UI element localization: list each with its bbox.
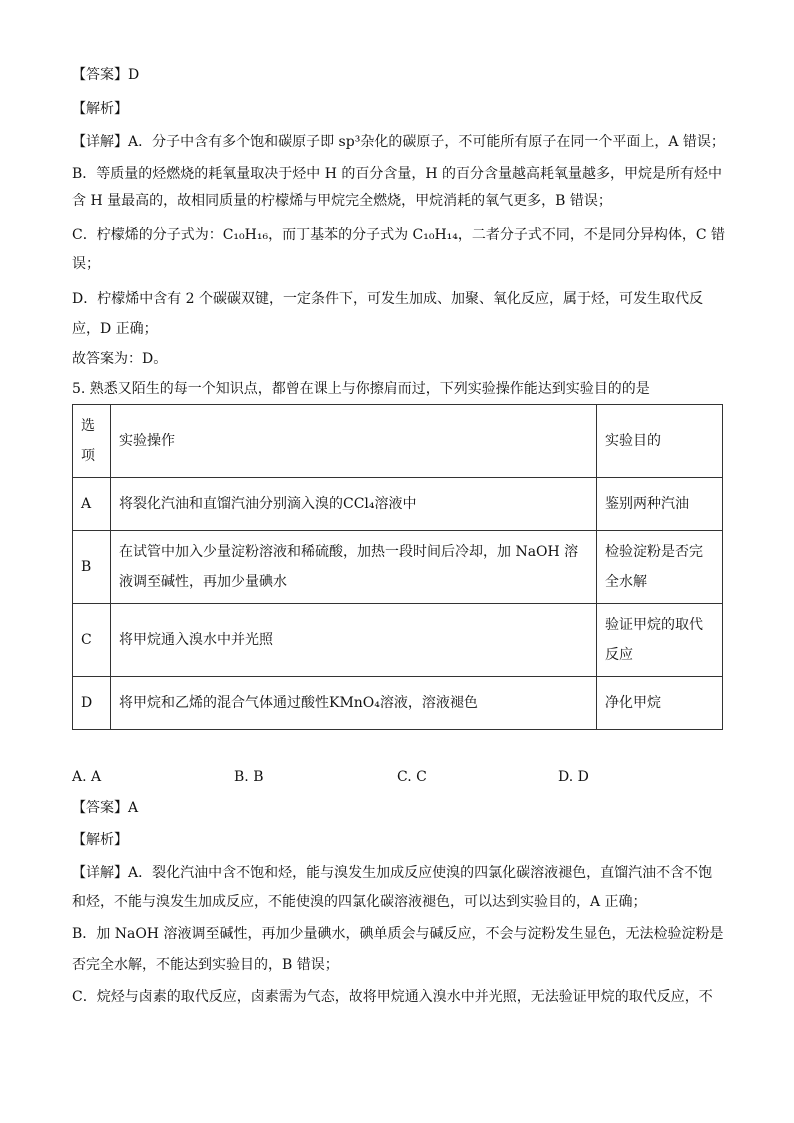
q5-stem: 5. 熟悉又陌生的每一个知识点，都曾在课上与你擦肩而过，下列实验操作能达到实验目的的是 <box>72 381 650 397</box>
q5-analysis-line-2: 和烃，不能与溴发生加成反应，不能使溴的四氯化碳溶液褪色，可以达到实验目的，A 正确； <box>72 894 647 910</box>
header-purpose: 实验目的 <box>597 405 723 478</box>
q5-analysis-title: 【解析】 <box>72 832 128 848</box>
q4-analysis-line-5: 误； <box>72 256 100 272</box>
row-operation: 将甲烷通入溴水中并光照 <box>111 604 597 677</box>
table-row <box>73 478 723 531</box>
row-option: A <box>73 478 111 531</box>
q4-analysis-line-3: 含 H 量最高的，故相同质量的柠檬烯与甲烷完全燃烧，甲烷消耗的氧气更多，B 错误； <box>72 193 612 209</box>
q5-answer: 【答案】A <box>72 800 139 816</box>
q5-analysis-line-5: C．烷烃与卤素的取代反应，卤素需为气态，故将甲烷通入溴水中并光照，无法验证甲烷的取代反应，不 <box>72 989 713 1005</box>
row-purpose: 验证甲烷的取代反应 <box>597 604 723 677</box>
row-operation: 将裂化汽油和直馏汽油分别滴入溴的CCl₄溶液中 <box>111 478 597 531</box>
row-option: C <box>73 604 111 677</box>
q4-final-answer: 故答案为：D。 <box>72 351 168 367</box>
q4-analysis-line-2: B．等质量的烃燃烧的耗氧量取决于烃中 H 的百分含量，H 的百分含量越高耗氧量越多，甲烷是所有烃中 <box>72 166 723 182</box>
q5-analysis-line-3: B．加 NaOH 溶液调至碱性，再加少量碘水，碘单质会与碱反应，不会与淀粉发生显色，无法检验淀粉是 <box>72 926 724 942</box>
row-purpose: 检验淀粉是否完全水解 <box>597 531 723 604</box>
row-option: D <box>73 677 111 730</box>
table-header-row <box>73 405 723 478</box>
header-operation: 实验操作 <box>111 405 597 478</box>
q4-analysis-line-4: C．柠檬烯的分子式为：C₁₀H₁₆，而丁基苯的分子式为 C₁₀H₁₄，二者分子式不同，不是同分异构体，C 错 <box>72 227 726 243</box>
table-row <box>73 677 723 730</box>
q4-analysis-line-6: D．柠檬烯中含有 2 个碳碳双键，一定条件下，可发生加成、加聚、氧化反应，属于烃，可发生取代反 <box>72 291 704 307</box>
q5-analysis-line-1: 【详解】A．裂化汽油中含不饱和烃，能与溴发生加成反应使溴的四氯化碳溶液褪色，直馏汽油不含不饱 <box>72 865 713 881</box>
experiment-table <box>72 404 723 730</box>
q4-analysis-title: 【解析】 <box>72 101 128 117</box>
row-operation: 将甲烷和乙烯的混合气体通过酸性KMnO₄溶液，溶液褪色 <box>111 677 597 730</box>
row-option: B <box>73 531 111 604</box>
row-operation: 在试管中加入少量淀粉溶液和稀硫酸，加热一段时间后冷却，加 NaOH 溶液调至碱性，再加少量碘水 <box>111 531 597 604</box>
option-c: C. C <box>397 769 427 785</box>
table-row <box>73 604 723 677</box>
q4-analysis-line-1: 【详解】A．分子中含有多个饱和碳原子即 sp³杂化的碳原子，不可能所有原子在同一个平面上，A 错误； <box>72 134 725 150</box>
table-row <box>73 531 723 604</box>
header-option: 选项 <box>73 405 111 478</box>
option-d: D. D <box>558 769 589 785</box>
q4-analysis-line-7: 应，D 正确； <box>72 321 158 337</box>
option-b: B. B <box>234 769 264 785</box>
row-purpose: 净化甲烷 <box>597 677 723 730</box>
option-a: A. A <box>72 769 102 785</box>
q5-analysis-line-4: 否完全水解，不能达到实验目的，B 错误； <box>72 957 339 973</box>
row-purpose: 鉴别两种汽油 <box>597 478 723 531</box>
q4-answer: 【答案】D <box>72 67 140 83</box>
